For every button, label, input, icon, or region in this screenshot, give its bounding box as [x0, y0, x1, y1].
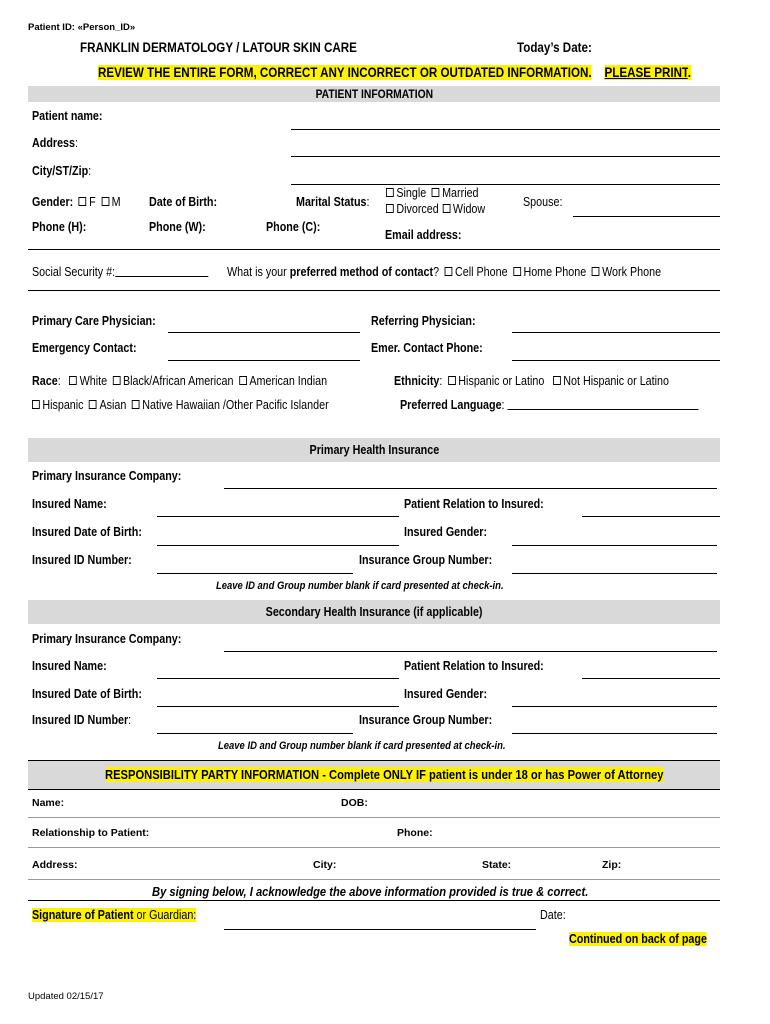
language-line[interactable]	[508, 398, 699, 410]
race-row1: Race: White Black/African American American Indian	[32, 374, 328, 388]
primary-group-line[interactable]	[512, 573, 717, 574]
email-label: Email address:	[385, 228, 462, 242]
primary-insured-id-label: Insured ID Number:	[32, 553, 132, 567]
emergency-line[interactable]	[168, 360, 360, 361]
patient-name-label: Patient name:	[32, 109, 103, 123]
resp-dob-label: DOB:	[341, 797, 368, 809]
city-state-zip-line[interactable]	[291, 184, 720, 185]
resp-relationship-line[interactable]	[28, 847, 720, 848]
primary-company-line[interactable]	[224, 488, 717, 489]
race-hawaiian-checkbox[interactable]	[132, 400, 140, 409]
pcp-label: Primary Care Physician:	[32, 314, 156, 328]
gender-label: Gender: F M	[32, 195, 121, 209]
primary-insurance-title: Primary Health Insurance	[309, 443, 439, 457]
primary-group-label: Insurance Group Number:	[359, 553, 493, 567]
address-label: Address:	[32, 136, 79, 150]
emergency-label: Emergency Contact:	[32, 341, 137, 355]
race-white-checkbox[interactable]	[69, 376, 77, 385]
secondary-company-label: Primary Insurance Company:	[32, 632, 182, 646]
language-label: Preferred Language:	[400, 398, 698, 412]
home-phone-checkbox[interactable]	[513, 267, 521, 276]
secondary-insured-id-line[interactable]	[157, 733, 353, 734]
resp-city-label: City:	[313, 859, 337, 871]
primary-insured-name-label: Insured Name:	[32, 497, 107, 511]
work-phone-checkbox[interactable]	[592, 267, 600, 276]
phone-c-label: Phone (C):	[266, 220, 321, 234]
widow-checkbox[interactable]	[443, 204, 451, 213]
contact-pref-label: What is your preferred method of contact? Cell Phone Home Phone Work Phone	[227, 265, 662, 279]
signature-line[interactable]	[224, 929, 536, 930]
phone-w-label: Phone (W):	[149, 220, 206, 234]
resp-relationship-label: Relationship to Patient:	[32, 827, 150, 839]
divorced-checkbox[interactable]	[386, 204, 394, 213]
signature-label: Signature of Patient or Guardian:	[32, 908, 197, 922]
married-checkbox[interactable]	[432, 188, 440, 197]
primary-relation-label: Patient Relation to Insured:	[404, 497, 544, 511]
marital-options-row2: Divorced Widow	[386, 202, 485, 216]
race-american-indian-checkbox[interactable]	[239, 376, 247, 385]
secondary-relation-line[interactable]	[582, 678, 720, 679]
cell-phone-checkbox[interactable]	[445, 267, 453, 276]
signature-date-label: Date:	[540, 908, 566, 922]
updated-date: Updated 02/15/17	[28, 991, 104, 1002]
spouse-label: Spouse:	[523, 195, 563, 209]
please-print-period: .	[687, 65, 692, 80]
clinic-name: FRANKLIN DERMATOLOGY / LATOUR SKIN CARE	[80, 40, 357, 55]
please-print: PLEASE PRINT	[604, 65, 688, 80]
todays-date-label: Today’s Date:	[517, 40, 592, 55]
review-notice	[98, 65, 691, 80]
race-black-checkbox[interactable]	[113, 376, 121, 385]
review-notice-text: REVIEW THE ENTIRE FORM, CORRECT ANY INCORRECT OR OUTDATED INFORMATION.	[98, 65, 592, 80]
primary-relation-line[interactable]	[582, 516, 720, 517]
address-line[interactable]	[291, 156, 720, 157]
resp-zip-label: Zip:	[602, 859, 622, 871]
race-row2: Hispanic Asian Native Hawaiian /Other Pacific Islander	[32, 398, 329, 412]
ssn-label: Social Security #:	[32, 265, 208, 279]
secondary-note: Leave ID and Group number blank if card presented at check-in.	[218, 740, 506, 752]
gender-f-checkbox[interactable]	[79, 197, 87, 206]
ethnicity-row: Ethnicity: Hispanic or Latino Not Hispanic or Latino	[394, 374, 669, 388]
secondary-insured-name-label: Insured Name:	[32, 659, 107, 673]
primary-insured-dob-line[interactable]	[157, 545, 399, 546]
phone-email-line[interactable]	[28, 249, 720, 250]
secondary-insured-gender-label: Insured Gender:	[404, 687, 488, 701]
referring-line[interactable]	[512, 332, 720, 333]
ssn-line[interactable]	[115, 265, 208, 277]
primary-note: Leave ID and Group number blank if card presented at check-in.	[216, 580, 504, 592]
primary-insured-name-line[interactable]	[157, 516, 399, 517]
continued-note: Continued on back of page	[569, 932, 707, 946]
secondary-insured-id-label: Insured ID Number:	[32, 713, 132, 727]
secondary-insured-gender-line[interactable]	[512, 706, 717, 707]
responsibility-title: RESPONSIBILITY PARTY INFORMATION - Complete ONLY IF patient is under 18 or has Power of Attorney	[105, 767, 664, 782]
patient-name-line[interactable]	[291, 129, 720, 130]
secondary-group-label: Insurance Group Number:	[359, 713, 493, 727]
dob-label: Date of Birth:	[149, 195, 218, 209]
resp-address-label: Address:	[32, 859, 78, 871]
secondary-insured-dob-label: Insured Date of Birth:	[32, 687, 142, 701]
marital-options-row1: Single Married	[386, 186, 479, 200]
primary-insured-dob-label: Insured Date of Birth:	[32, 525, 142, 539]
primary-company-label: Primary Insurance Company:	[32, 469, 182, 483]
single-checkbox[interactable]	[386, 188, 394, 197]
primary-insured-gender-label: Insured Gender:	[404, 525, 488, 539]
resp-name-label: Name:	[32, 797, 65, 809]
secondary-insured-name-line[interactable]	[157, 678, 399, 679]
hispanic-latino-checkbox[interactable]	[448, 376, 456, 385]
emer-phone-line[interactable]	[512, 360, 720, 361]
secondary-group-line[interactable]	[512, 733, 717, 734]
not-hispanic-checkbox[interactable]	[553, 376, 561, 385]
acknowledge-line	[28, 900, 720, 901]
secondary-relation-label: Patient Relation to Insured:	[404, 659, 544, 673]
secondary-company-line[interactable]	[224, 651, 717, 652]
resp-phone-label: Phone:	[397, 827, 433, 839]
contact-divider	[28, 290, 720, 291]
emer-phone-label: Emer. Contact Phone:	[371, 341, 483, 355]
spouse-line[interactable]	[573, 216, 720, 217]
marital-status-label: Marital Status:	[296, 195, 370, 209]
acknowledge-text: By signing below, I acknowledge the above information provided is true & correct.	[152, 884, 589, 899]
race-hispanic-checkbox[interactable]	[32, 400, 40, 409]
patient-info-title: PATIENT INFORMATION	[315, 87, 433, 101]
primary-insured-id-line[interactable]	[157, 573, 353, 574]
primary-insured-gender-line[interactable]	[512, 545, 717, 546]
race-asian-checkbox[interactable]	[89, 400, 97, 409]
pcp-line[interactable]	[168, 332, 360, 333]
patient-id: Patient ID: «Person_ID»	[28, 22, 136, 33]
phone-h-label: Phone (H):	[32, 220, 87, 234]
resp-address-line[interactable]	[28, 879, 720, 880]
resp-name-line[interactable]	[28, 817, 720, 818]
city-state-zip-label: City/ST/Zip:	[32, 164, 92, 178]
secondary-insurance-title: Secondary Health Insurance (if applicable)	[265, 605, 483, 619]
resp-state-label: State:	[482, 859, 512, 871]
referring-label: Referring Physician:	[371, 314, 476, 328]
gender-m-checkbox[interactable]	[101, 197, 109, 206]
secondary-insured-dob-line[interactable]	[157, 706, 399, 707]
